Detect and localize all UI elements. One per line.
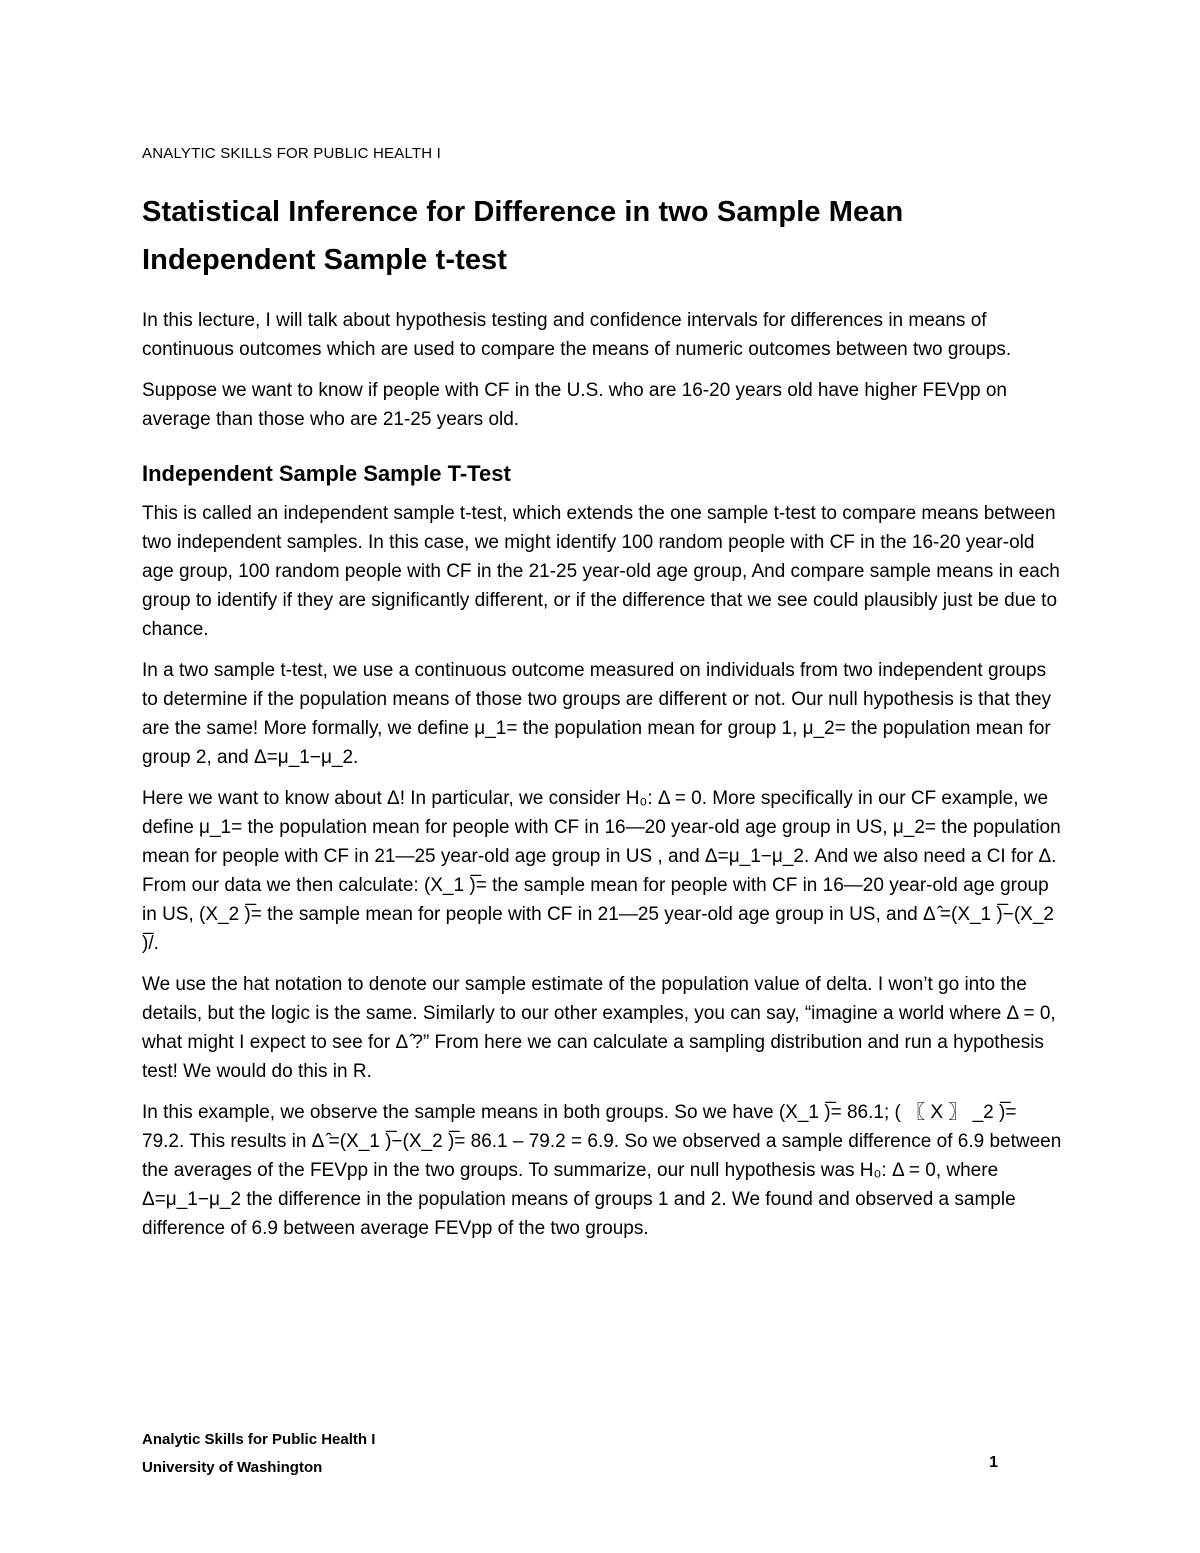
course-header: ANALYTIC SKILLS FOR PUBLIC HEALTH I bbox=[142, 145, 442, 162]
intro-paragraph: In this lecture, I will talk about hypothesis testing and confidence intervals for differences in means of continuous outcomes which are used to compare the means of numeric outcomes between two groups. bbox=[142, 310, 1012, 360]
null-hypothesis-paragraph: In a two sample t-test, we use a continuous outcome measured on individuals from two independent groups to determine if the population means of those two groups are different or not. Our null hypothesis is that they are the same! More formally, we define μ_1= the population mean for group 1, μ_2= the population mean for group 2, and Δ=μ_1−μ_2. bbox=[142, 660, 1052, 768]
cf-example-paragraph: Here we want to know about Δ! In particular, we consider H₀: Δ = 0. More specifically in our CF example, we define μ_1= the population mean for people with CF in 16—20 year-old age group in US, μ_2= the population mean for people with CF in 21—25 year-old age group in US , and Δ=μ_1−μ_2. And we also need a CI for Δ. From our data we then calculate: (X_1 )̅= the sample mean for people with CF in 16—20 year-old age group in US, (X_2 )̅= the sample mean for people with CF in 21—25 year-old age group in US, and Δ ̂=(X_1 )̅−(X_2 )̅/. bbox=[142, 788, 1061, 954]
page-footer bbox=[142, 1426, 1002, 1482]
document-title bbox=[142, 188, 1082, 284]
footer-course: Analytic Skills for Public Health I bbox=[142, 1431, 376, 1448]
document-body bbox=[142, 306, 1062, 1255]
result-paragraph: In this example, we observe the sample means in both groups. So we have (X_1 )̅= 86.1; ( 〖 X 〗 _2 )̅= 79.2. This results in Δ ̂=(X_1 )̅−(X_2 )̅= 86.1 – 79.2 = 6.9. So we observed a sample difference of 6.9 between the averages of the FEVpp in the two groups. To summarize, our null hypothesis was H₀: Δ = 0, where Δ=μ_1−μ_2 the difference in the population means of groups 1 and 2. We found and observed a sample difference of 6.9 between average FEVpp of the two groups. bbox=[142, 1102, 1062, 1239]
page-number: 1 bbox=[989, 1454, 998, 1471]
question-paragraph: Suppose we want to know if people with CF in the U.S. who are 16-20 years old have higher FEVpp on average than those who are 21-25 years old. bbox=[142, 380, 1007, 430]
definition-paragraph: This is called an independent sample t-test, which extends the one sample t-test to compare means between two independent samples. In this case, we might identify 100 random people with CF in the 16-20 year-old age group, 100 random people with CF in the 21-25 year-old age group, And compare sample means in each group to identify if they are significantly different, or if the difference that we see could plausibly just be due to chance. bbox=[142, 503, 1060, 640]
section-heading: Independent Sample Sample T-Test bbox=[142, 461, 511, 486]
title-line-1: Statistical Inference for Difference in two Sample Mean bbox=[142, 196, 904, 228]
title-line-2: Independent Sample t-test bbox=[142, 244, 508, 276]
hat-notation-paragraph: We use the hat notation to denote our sample estimate of the population value of delta. I won’t go into the details, but the logic is the same. Similarly to our other examples, you can say, “imagine a world where Δ = 0, what might I expect to see for Δ ̂?” From here we can calculate a sampling distribution and run a hypothesis test! We would do this in R. bbox=[142, 974, 1056, 1082]
footer-university: University of Washington bbox=[142, 1459, 323, 1476]
